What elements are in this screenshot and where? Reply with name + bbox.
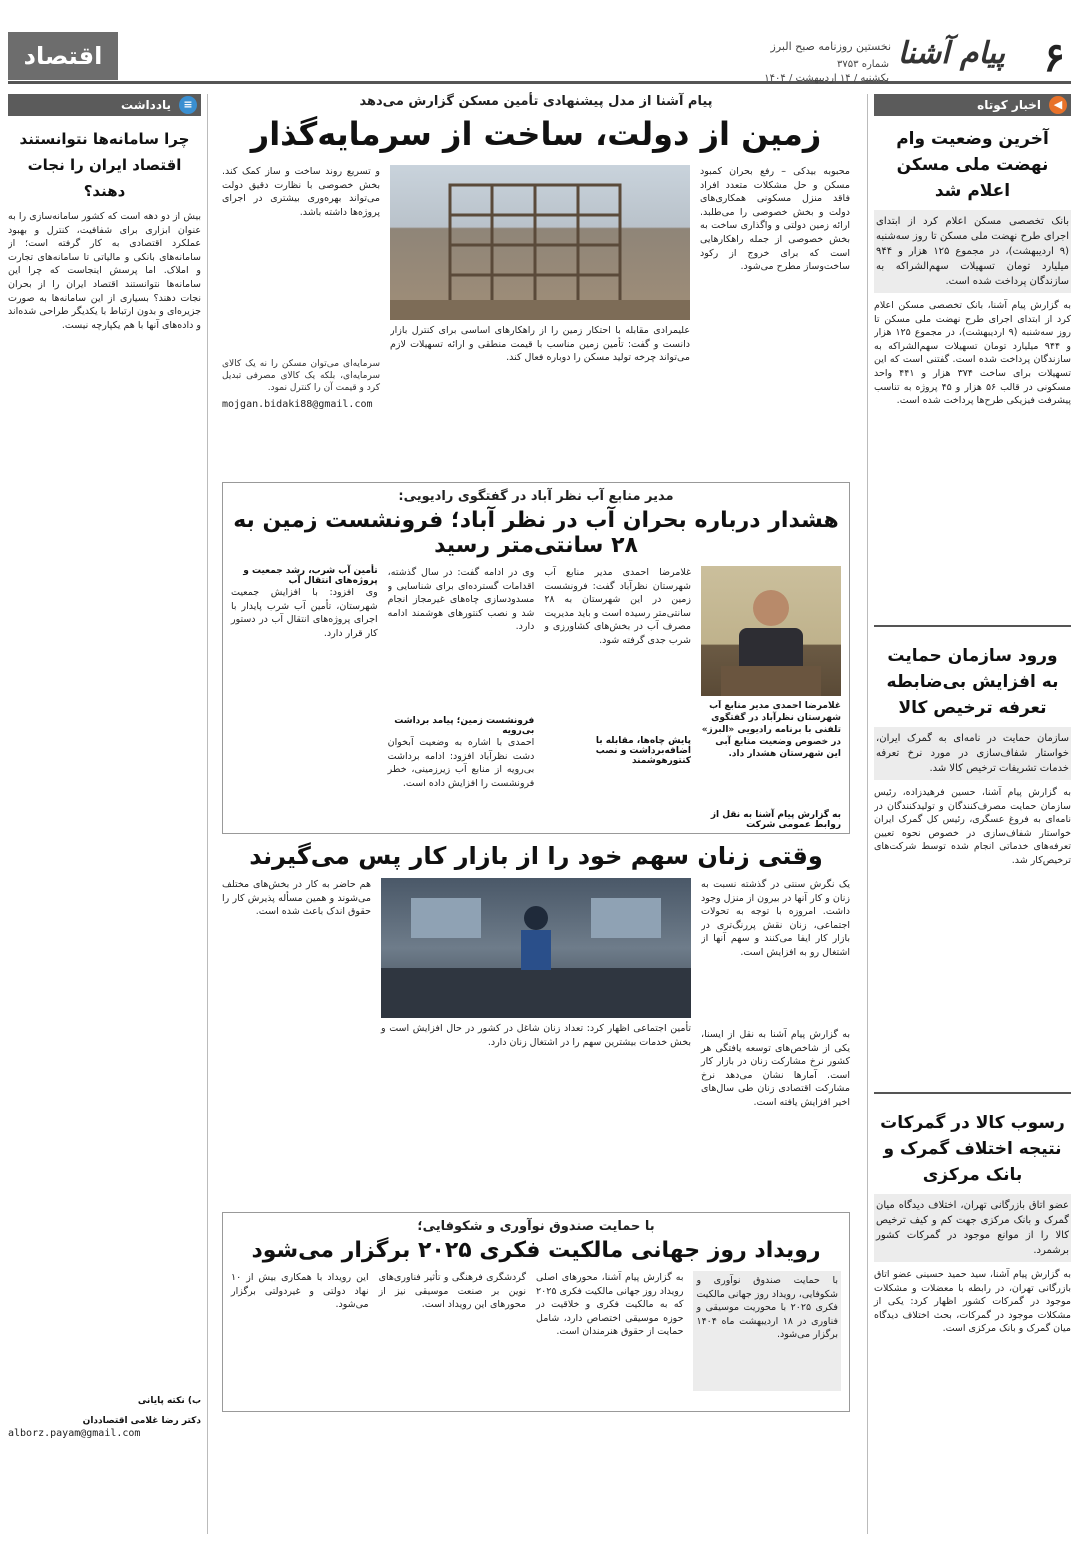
- editorial-tag-label: یادداشت: [121, 98, 171, 112]
- ip-day-body-1: با حمایت صندوق نوآوری و شکوفایی، رویداد روز جهانی مالکیت فکری ۲۰۲۵ با محوریت موسیقی و فناوری در ۱۸ اردیبهشت ماه ۱۴۰۴ برگزار می‌شود.: [693, 1271, 841, 1391]
- housing-body-3: و تسریع روند ساخت و ساز کمک کند. بخش خصوصی با نظارت دقیق دولت می‌تواند بهره‌وری بیشتری در اجرای پروژه‌ها داشته باشد.: [222, 166, 380, 218]
- editorial-email: alborz.payam@gmail.com: [8, 1428, 141, 1439]
- notepad-icon: ≡: [179, 96, 197, 114]
- customs-lead: عضو اتاق بازرگانی تهران، اختلاف دیدگاه میان گمرک و بانک مرکزی جهت کم و کیف ترخیص کالا را از موانع موجود در گمرکات کشور برشمرد.: [874, 1194, 1071, 1262]
- women-body-2: به گزارش پیام آشنا به نقل از ایسنا، یکی از شاخص‌های توسعه یافتگی هر کشور نرخ مشارکت زنان در بازار کار است. آمارها نشان می‌دهد نرخ مشارکت اقتصادی زنان طی سال‌های اخیر افزایش یافته است.: [701, 1029, 850, 1108]
- tariff-lead: سازمان حمایت در نامه‌ای به گمرک ایران، خواستار شفاف‌سازی در مورد نرخ تعرفه خدمات تشریفات ترخیص کالا شد.: [874, 727, 1071, 780]
- issue-info: [759, 58, 889, 86]
- megaphone-icon: ◀: [1049, 96, 1067, 114]
- housing-kicker: پیام آشنا از مدل پیشنهادی تأمین مسکن گزارش می‌دهد: [359, 94, 713, 109]
- water-subhead-1: پایش چاه‌ها، مقابله با اضافه‌برداشت و نصب کنتورهوشمند: [595, 736, 691, 766]
- water-body-1: غلامرضا احمدی مدیر منابع آب شهرستان نظرآباد گفت: فرونشست زمین در این شهرستان به ۲۸ سانتی‌متر رسیده است و باید مدیریت مصرف آب در بخش‌های کشاورزی و شرب جدی گرفته شود.: [544, 567, 691, 646]
- main-content: [222, 94, 850, 1534]
- water-body-2: وی در ادامه گفت: در سال گذشته، اقدامات گسترده‌ای برای شناسایی و مسدودسازی چاه‌های غیرمجاز انجام شد و نصب کنتورهای هوشمند ادامه دارد.: [387, 567, 535, 633]
- construction-photo: [390, 165, 690, 320]
- customs-body: به گزارش پیام آشنا، سید حمید حسینی عضو اتاق بازرگانی تهران، در رابطه با معضلات و مشکلات موجود در گمرکات کشور اظهار کرد: یکی از مشکلات موجود در گمرکات، بحث اختلاف دیدگاه میان گمرک و بانک مرکزی است.: [874, 1269, 1071, 1335]
- women-body-4: هم حاضر به کار در بخش‌های مختلف می‌شوند و همین مسأله پذیرش کار را حقوق اندک باعث شده است.: [222, 879, 371, 918]
- ip-day-body-4: این رویداد با همکاری بیش از ۱۰ نهاد دولتی و غیردولتی برگزار می‌شود.: [230, 1272, 369, 1311]
- building-frame-illustration: [390, 165, 690, 320]
- editorial-author: دکتر رضا غلامی اقتصاددان: [82, 1416, 201, 1426]
- ip-day-kicker: با حمایت صندوق نوآوری و شکوفایی؛: [417, 1219, 655, 1234]
- housing-loan-body: به گزارش پیام آشنا، بانک تخصصی مسکن اعلام کرد از ابتدای اجرای طرح نهضت ملی مسکن تا روز سه‌شنبه (۹ اردیبهشت)، در مجموع ۱۲۵ هزار و ۹۴۴ میلیارد تومان تسهیلات سهم‌الشراکه به سازندگان پرداخت شده است. گفتنی است که این تسهیلات برای ساخت ۳۷۴ هزار و ۴۴۱ واحد مسکونی در قالب ۵۶ هزار و ۴۵ پروژه به تناسب پیشرفت فیزیکی طرح‌ها پرداخت شده است.: [874, 300, 1071, 407]
- ip-day-body-2: به گزارش پیام آشنا، محورهای اصلی رویداد روز جهانی مالکیت فکری ۲۰۲۵ که به مالکیت فکری و خلاقیت در حوزه موسیقی اختصاص دارد، شامل حمایت از حقوق هنرمندان است.: [536, 1272, 684, 1338]
- workshop-illustration: [381, 878, 691, 1018]
- water-kicker: مدیر منابع آب نظر آباد در گفتگوی رادیویی:: [398, 489, 674, 504]
- official-photo: [701, 566, 841, 696]
- divider: [874, 625, 1071, 627]
- editorial-column: [8, 94, 208, 1534]
- water-photo-block: [701, 566, 841, 836]
- women-col-1: [701, 878, 850, 1198]
- water-subhead-2: فرونشست زمین؛ پیامد برداشت بی‌رویه: [394, 716, 535, 736]
- ip-day-story: [222, 1212, 850, 1412]
- ip-day-headline: رویداد روز جهانی مالکیت فکری ۲۰۲۵ برگزار می‌شود: [251, 1238, 821, 1263]
- issue-number: شماره ۳۷۵۳: [837, 59, 889, 70]
- housing-loan-title: آخرین وضعیت وام نهضت ملی مسکن اعلام شد: [896, 129, 1049, 201]
- housing-story: [222, 94, 850, 482]
- section-label: اقتصاد: [8, 32, 118, 80]
- water-source: به گزارش پیام آشنا به نقل از روابط عمومی شرکت: [710, 810, 841, 830]
- masthead: [8, 32, 1071, 84]
- housing-body-2: علیمرادی مقابله با احتکار زمین را از راهکارهای اساسی برای کنترل بازار دانست و گفت: تأمین زمین مناسب با قیمت منطقی و ارائه تسهیلات لازم می‌تواند چرخه تولید مسکن را دوباره فعال کند.: [390, 325, 690, 364]
- newspaper-logo: پیام آشنا: [897, 36, 1005, 71]
- women-photo-block: [381, 878, 691, 1198]
- short-news-tag-label: اخبار کوتاه: [977, 98, 1041, 112]
- housing-body-1: محبوبه بیدکی – رفع بحران کمبود مسکن و حل مشکلات متعدد افراد فاقد منزل مسکونی همکاری‌های دولت و بخش خصوصی را می‌طلبد. ارائه زمین دولتی و واگذاری ساخت به بخش خصوصی از جمله راهکارهایی است که برای خروج از رکود ساخت‌وساز مطرح می‌شود.: [700, 166, 850, 273]
- water-col-2: [544, 566, 691, 836]
- women-headline: وقتی زنان سهم خود را از بازار کار پس می‌گیرند: [249, 842, 823, 870]
- ip-day-body-3: گردشگری فرهنگی و تأثیر فناوری‌های نوین بر صنعت موسیقی نیز از محورهای این رویداد است.: [378, 1272, 527, 1311]
- water-body-4: وی افزود: با افزایش جمعیت شهرستان، تأمین آب شرب پایدار با اجرای پروژه‌های انتقال آب در دستور کار قرار دارد.: [230, 587, 378, 639]
- women-col-3: [222, 878, 371, 1198]
- factory-worker-photo: [381, 878, 691, 1018]
- water-subhead-3: تأمین آب شرب، رشد جمعیت و پروژه‌های انتقال آب: [243, 566, 378, 586]
- short-news-column: [867, 94, 1071, 1534]
- editorial-subhead: ب) نکته پایانی: [137, 1396, 201, 1406]
- water-body-3: احمدی با اشاره به وضعیت آبخوان دشت نظرآباد افزود: ادامه برداشت بی‌رویه از منابع آب زیرزمینی، خطر فرونشست را افزایش داده است.: [387, 737, 535, 789]
- divider: [874, 1092, 1071, 1094]
- housing-side-block: [222, 165, 380, 475]
- person-portrait-illustration: [701, 566, 841, 696]
- tariff-body: به گزارش پیام آشنا، حسین فرهیدزاده، رئیس سازمان حمایت مصرف‌کنندگان و تولیدکنندگان در نامه‌ای به فروغ عسگری، رئیس کل گمرک ایران خواستار شفاف‌سازی در خصوص نحوه تعیین تعرفه‌های خدماتی انجام شده توسط شرکت‌های ترخیص‌کار شد.: [874, 787, 1071, 866]
- editorial-tag: [8, 94, 201, 116]
- water-headline: هشدار درباره بحران آب در نظر آباد؛ فرونشست زمین به ۲۸ سانتی‌متر رسید: [233, 508, 839, 558]
- housing-headline: زمین از دولت، ساخت از سرمایه‌گذار: [250, 115, 822, 153]
- short-news-tag: [874, 94, 1071, 116]
- women-body-1: یک نگرش سنتی در گذشته نسبت به زنان و کار آنها در بیرون از منزل وجود داشت. امروزه با توجه به تحولات اجتماعی، زنان نقش پررنگ‌تری در بازار کار ایفا می‌کنند و سهم آنها از اشتغال رو به افزایش است.: [701, 879, 850, 958]
- housing-loan-lead: بانک تخصصی مسکن اعلام کرد از ابتدای اجرای طرح نهضت ملی مسکن تا روز سه‌شنبه (۹ اردیبهشت)، در مجموع ۱۲۵ هزار و ۹۴۴ میلیارد تومان تسهیلات سهم‌الشراکه به سازندگان پرداخت شده است.: [874, 210, 1071, 293]
- water-col-3: [388, 566, 535, 836]
- water-photo-caption: غلامرضا احمدی مدیر منابع آب شهرستان نظرآباد در گفتگوی تلفنی با برنامه رادیویی «البرز» در خصوص وضعیت منابع آبی این شهرستان هشدار داد.: [701, 701, 841, 759]
- women-body-3: تأمین اجتماعی اظهار کرد: تعداد زنان شاغل در کشور در حال افزایش است و بخش خدمات بیشترین سهم را در اشتغال زنان دارد.: [381, 1023, 691, 1048]
- paper-subtitle: نخستین روزنامه صبح البرز: [770, 40, 891, 53]
- housing-photo-caption: سرمایه‌ای می‌توان مسکن را نه یک کالای سرمایه‌ای، بلکه یک کالای مصرفی تبدیل کرد و قیمت آن را کنترل نمود.: [222, 359, 380, 393]
- page-number: ۶: [1043, 34, 1065, 81]
- housing-reporter-email: mojgan.bidaki88@gmail.com: [222, 399, 373, 410]
- water-col-4: [231, 566, 378, 836]
- editorial-title: چرا سامانه‌ها نتوانستند اقتصاد ایران را نجات دهند؟: [19, 130, 190, 200]
- housing-photo-block: [390, 165, 690, 475]
- customs-title: رسوب کالا در گمرکات نتیجه اختلاف گمرک و بانک مرکزی: [880, 1113, 1065, 1185]
- water-story: [222, 482, 850, 834]
- women-story: [222, 842, 850, 1212]
- editorial-body: بیش از دو دهه است که کشور سامانه‌سازی را به عنوان ابزاری برای شفافیت، کنترل و بهبود عملکرد اقتصادی به کار گرفته است؛ از سامانه‌های بانکی و مالیاتی تا سامانه‌های تجارت و املاک. اما پرسش اینجاست که چرا این سامانه‌ها نتوانستند اقتصاد ایران را از بحران نجات دهند؟ بسیاری از این سامانه‌ها به صورت جزیره‌ای و بدون ارتباط با یکدیگر طراحی شده‌اند و داده‌های آنها با هم یکپارچه نیست.: [8, 211, 201, 331]
- issue-date: یکشنبه / ۱۴ اردیبهشت / ۱۴۰۴: [764, 73, 889, 84]
- tariff-title: ورود سازمان حمایت به افزایش بی‌ضابطه تعرفه ترخیص کالا: [886, 646, 1059, 718]
